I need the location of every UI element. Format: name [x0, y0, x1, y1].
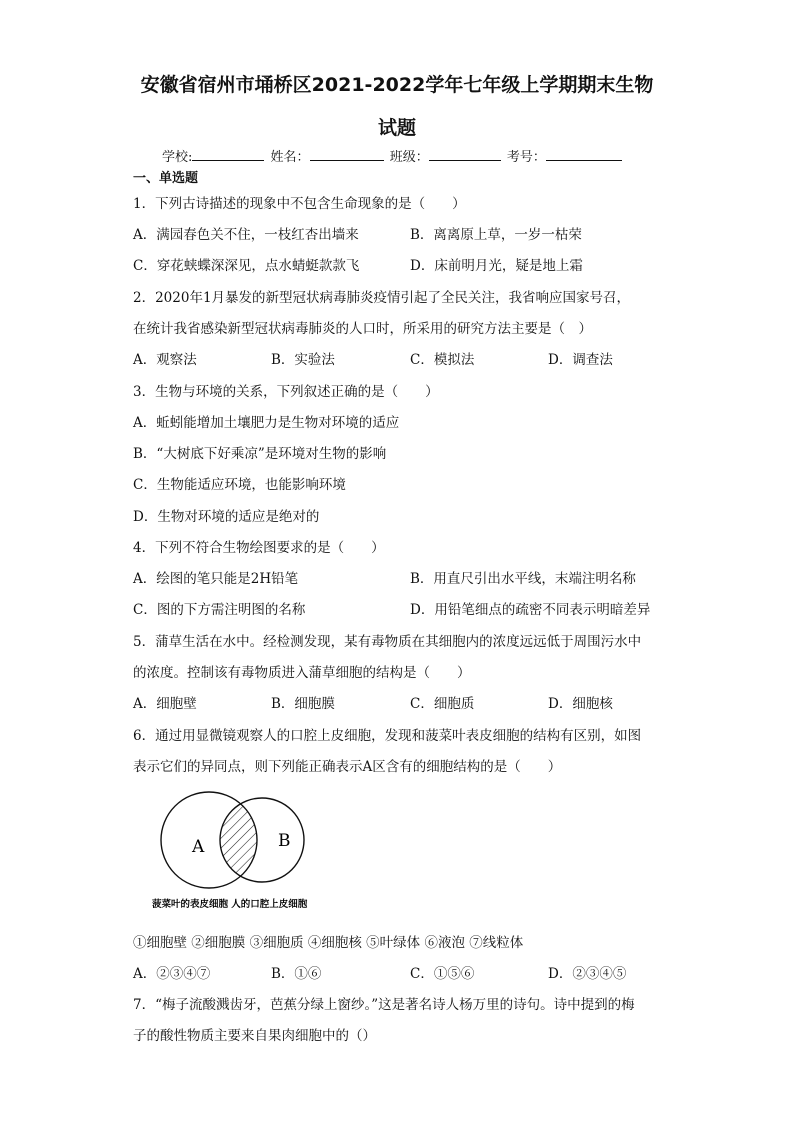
- student-info-line: [162, 146, 624, 165]
- q3-stem: 3．生物与环境的关系，下列叙述正确的是（ ）: [133, 384, 439, 400]
- q3-option-b[interactable]: B．“大树底下好乘凉”是环境对生物的影响: [133, 446, 387, 462]
- venn-diagram: [150, 790, 350, 915]
- q6-option-d[interactable]: D．②③④⑤: [548, 966, 627, 982]
- q4-option-b[interactable]: B．用直尺引出水平线，末端注明名称: [410, 571, 636, 587]
- name-blank[interactable]: [310, 148, 384, 161]
- page-title-continued: 试题: [377, 117, 416, 139]
- q5-option-a[interactable]: A．细胞壁: [133, 696, 197, 712]
- venn-label-a: A: [192, 837, 205, 857]
- q6-stem-line2: 表示它们的异同点，则下列能正确表示A区含有的细胞结构的是（ ）: [133, 759, 562, 775]
- q2-stem-line1: 2．2020年1月暴发的新型冠状病毒肺炎疫情引起了全民关注，我省响应国家号召，: [133, 290, 631, 306]
- q1-option-d[interactable]: D．床前明月光，疑是地上霜: [410, 258, 583, 274]
- q6-option-a[interactable]: A．②③④⑦: [133, 966, 211, 982]
- q4-option-c[interactable]: C．图的下方需注明图的名称: [133, 602, 306, 618]
- q5-stem-line1: 5．蒲草生活在水中。经检测发现，某有毒物质在其细胞内的浓度远远低于周围污水中: [133, 634, 642, 650]
- q2-stem-line2: 在统计我省感染新型冠状病毒肺炎的人口时，所采用的研究方法主要是（ ）: [133, 321, 592, 337]
- q4-option-d[interactable]: D．用铅笔细点的疏密不同表示明暗差异: [410, 602, 651, 618]
- name-label: 姓名：: [270, 150, 310, 165]
- q3-option-d[interactable]: D．生物对环境的适应是绝对的: [133, 509, 320, 525]
- q4-stem: 4．下列不符合生物绘图要求的是（ ）: [133, 540, 385, 556]
- venn-caption: 菠菜叶的表皮细胞 人的口腔上皮细胞: [152, 899, 308, 910]
- q7-stem-line2: 子的酸性物质主要来自果肉细胞中的（）: [133, 1028, 376, 1044]
- page-title: 安徽省宿州市埇桥区2021-2022学年七年级上学期期末生物: [140, 74, 654, 96]
- q5-option-c[interactable]: C．细胞质: [410, 696, 475, 712]
- class-blank[interactable]: [429, 148, 501, 161]
- q6-stem-line1: 6．通过用显微镜观察人的口腔上皮细胞，发现和菠菜叶表皮细胞的结构有区别，如图: [133, 728, 642, 744]
- q2-option-a[interactable]: A．观察法: [133, 352, 197, 368]
- q4-option-a[interactable]: A．绘图的笔只能是2H铅笔: [133, 571, 299, 587]
- q1-stem: 1．下列古诗描述的现象中不包含生命现象的是（ ）: [133, 196, 466, 212]
- q2-option-c[interactable]: C．模拟法: [410, 352, 475, 368]
- q2-option-b[interactable]: B．实验法: [271, 352, 335, 368]
- section-heading: 一、单选题: [133, 171, 199, 186]
- number-label: 考号：: [506, 150, 546, 165]
- q6-structure-list: ①细胞壁 ②细胞膜 ③细胞质 ④细胞核 ⑤叶绿体 ⑥液泡 ⑦线粒体: [133, 935, 524, 951]
- q7-stem-line1: 7．“梅子流酸溅齿牙，芭蕉分绿上窗纱。”这是著名诗人杨万里的诗句。诗中提到的梅: [133, 997, 635, 1013]
- class-label: 班级：: [389, 150, 429, 165]
- q5-stem-line2: 的浓度。控制该有毒物质进入蒲草细胞的结构是（ ）: [133, 665, 471, 681]
- school-label: 学校:: [162, 150, 193, 165]
- school-blank[interactable]: [192, 148, 264, 161]
- q5-option-d[interactable]: D．细胞核: [548, 696, 613, 712]
- q1-option-c[interactable]: C．穿花蛱蝶深深见，点水蜻蜓款款飞: [133, 258, 360, 274]
- q3-option-c[interactable]: C．生物能适应环境，也能影响环境: [133, 477, 346, 493]
- number-blank[interactable]: [546, 148, 622, 161]
- q5-option-b[interactable]: B．细胞膜: [271, 696, 335, 712]
- venn-label-b: B: [278, 831, 291, 851]
- q1-option-a[interactable]: A．满园春色关不住，一枝红杏出墙来: [133, 227, 359, 243]
- q3-option-a[interactable]: A．蚯蚓能增加土壤肥力是生物对环境的适应: [133, 415, 400, 431]
- q1-option-b[interactable]: B．离离原上草，一岁一枯荣: [410, 227, 582, 243]
- q2-option-d[interactable]: D．调查法: [548, 352, 613, 368]
- q6-option-c[interactable]: C．①⑤⑥: [410, 966, 475, 982]
- q6-option-b[interactable]: B．①⑥: [271, 966, 322, 982]
